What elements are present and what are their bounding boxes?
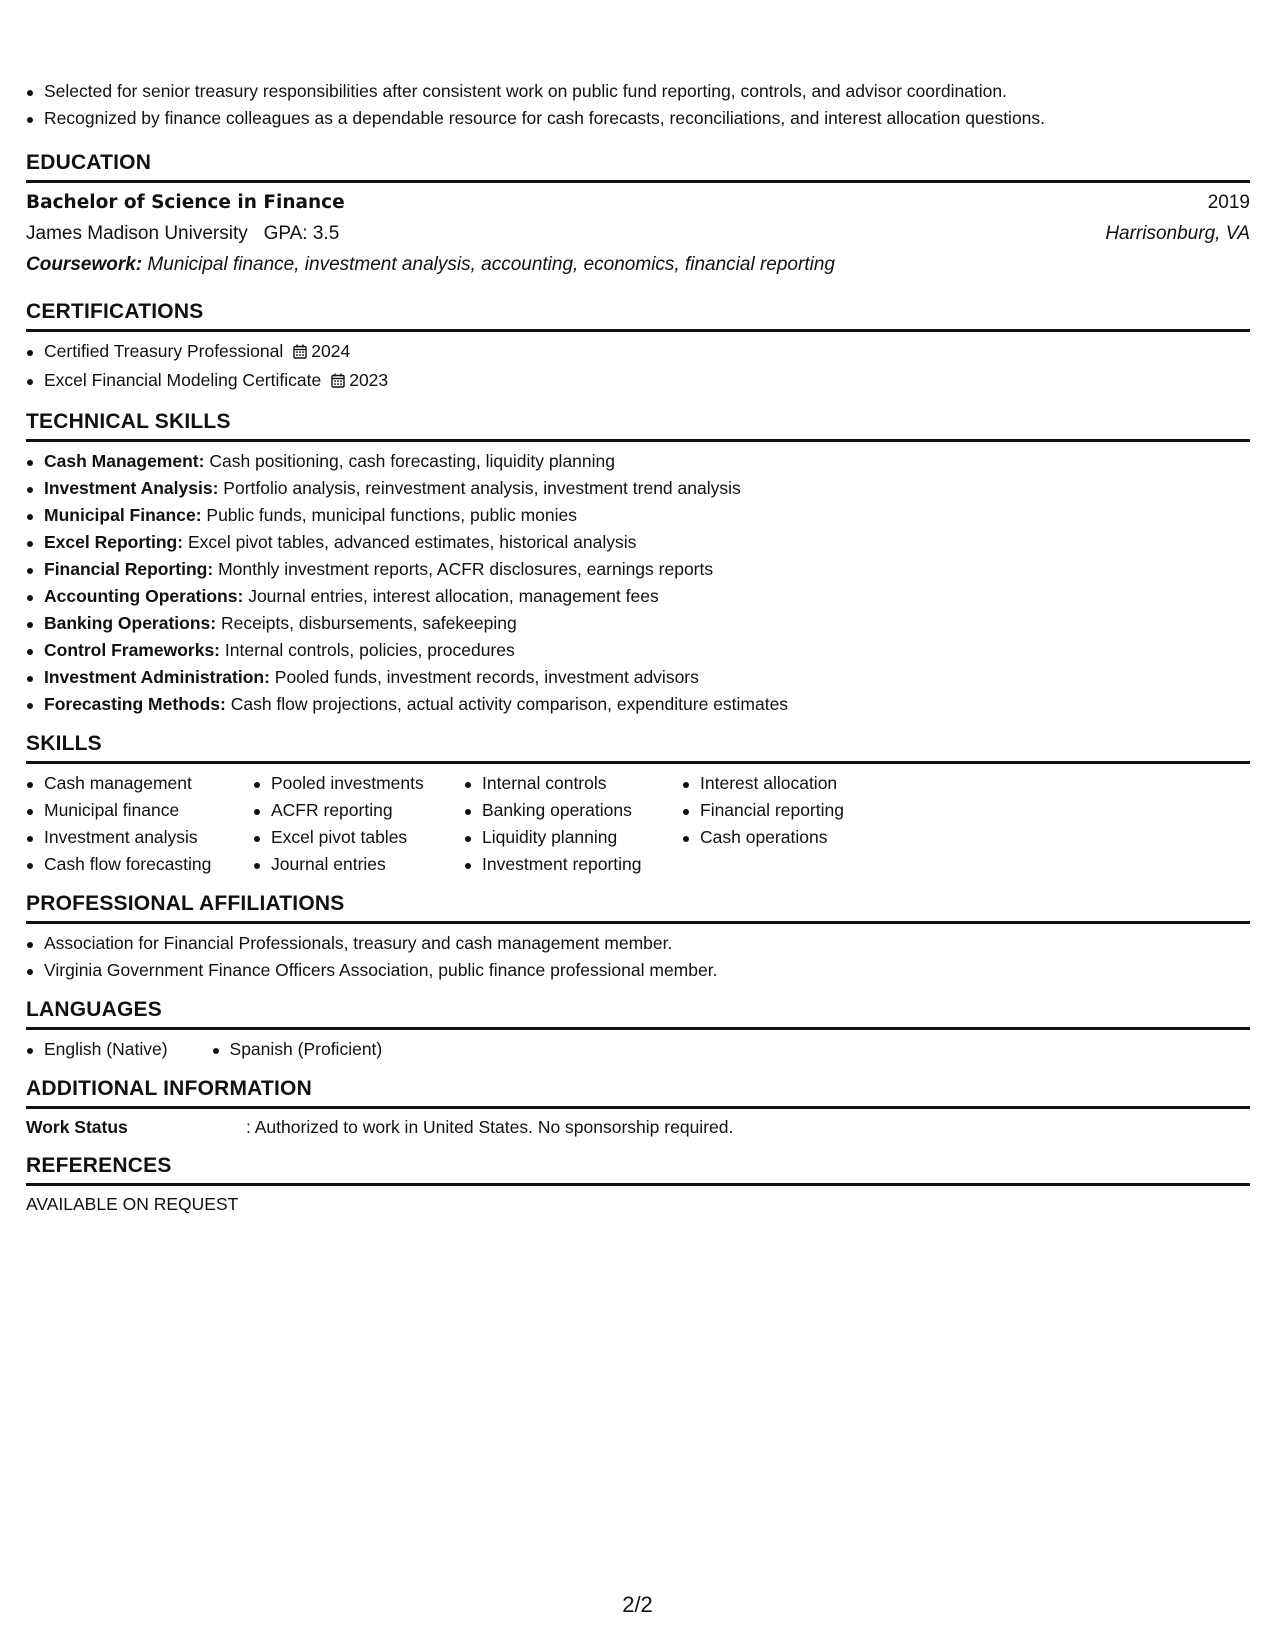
skill-detail: Public funds, municipal functions, public monies [206, 505, 578, 525]
list-item: Recognized by finance colleagues as a dependable resource for cash forecasts, reconciliations, and interest allocation questions. [26, 105, 1250, 132]
skill-category: Banking Operations: [44, 613, 217, 633]
technical-skills-list [26, 448, 1250, 718]
skill-category: Excel Reporting: [44, 532, 184, 552]
list-item: Association for Financial Professionals, treasury and cash management member. [26, 930, 1250, 957]
certification-year: 2023 [349, 370, 389, 390]
education-degree-row [26, 187, 1250, 218]
skill-category: Accounting Operations: [44, 586, 244, 606]
list-item: Selected for senior treasury responsibilities after consistent work on public fund reporting, controls, and advisor coordination. [26, 78, 1250, 105]
school-location: Harrisonburg, VA [1105, 223, 1250, 244]
list-item: Spanish (Proficient) [212, 1036, 383, 1063]
section-title-education: EDUCATION [26, 150, 1250, 183]
skills-columns [26, 770, 1250, 878]
list-item [26, 475, 1250, 502]
affiliations-list [26, 930, 1250, 984]
certifications-list [26, 338, 1250, 396]
references-text: AVAILABLE ON REQUEST [26, 1194, 239, 1214]
gpa: GPA: 3.5 [263, 223, 340, 244]
list-item: Pooled investments [253, 770, 464, 797]
section-title-technical-skills: TECHNICAL SKILLS [26, 409, 1250, 442]
list-item: Investment reporting [464, 851, 682, 878]
skill-detail: Cash flow projections, actual activity comparison, expenditure estimates [230, 694, 789, 714]
page-number: 2/2 [622, 1592, 653, 1617]
skill-detail: Internal controls, policies, procedures [224, 640, 515, 660]
skill-detail: Cash positioning, cash forecasting, liquidity planning [209, 451, 615, 471]
list-item [26, 610, 1250, 637]
skills-column [464, 770, 682, 878]
section-title-languages: LANGUAGES [26, 997, 1250, 1030]
skill-category: Municipal Finance: [44, 505, 202, 525]
section-title-certifications: CERTIFICATIONS [26, 299, 1250, 332]
list-item [26, 448, 1250, 475]
coursework-label: Coursework: [26, 254, 143, 275]
resume-page [26, 0, 1250, 1218]
list-item: Cash flow forecasting [26, 851, 253, 878]
section-title-additional-information: ADDITIONAL INFORMATION [26, 1076, 1250, 1109]
list-item: Virginia Government Finance Officers Association, public finance professional member. [26, 957, 1250, 984]
certification-name: Certified Treasury Professional [44, 341, 284, 361]
skill-category: Investment Administration: [44, 667, 270, 687]
education-school-row [26, 218, 1250, 249]
list-item: ACFR reporting [253, 797, 464, 824]
calendar-icon [293, 340, 307, 367]
list-item: Liquidity planning [464, 824, 682, 851]
list-item: Financial reporting [682, 797, 902, 824]
degree-name: Bachelor of Science in Finance [26, 192, 345, 213]
work-status-label: Work Status [26, 1117, 128, 1137]
skill-category: Control Frameworks: [44, 640, 220, 660]
list-item: Banking operations [464, 797, 682, 824]
list-item: Municipal finance [26, 797, 253, 824]
calendar-icon [331, 369, 345, 396]
skill-detail: Pooled funds, investment records, investment advisors [274, 667, 699, 687]
skills-column [253, 770, 464, 878]
skill-detail: Monthly investment reports, ACFR disclosures, earnings reports [218, 559, 714, 579]
school-name: James Madison University [26, 223, 248, 244]
coursework-text [26, 249, 835, 280]
coursework-row [26, 249, 1250, 280]
list-item [26, 338, 1250, 367]
skill-detail: Portfolio analysis, reinvestment analysis, investment trend analysis [223, 478, 741, 498]
list-item: English (Native) [26, 1036, 168, 1063]
list-item [26, 367, 1250, 396]
list-item: Cash operations [682, 824, 902, 851]
list-item: Journal entries [253, 851, 464, 878]
skill-detail: Journal entries, interest allocation, management fees [248, 586, 659, 606]
section-title-affiliations: PROFESSIONAL AFFILIATIONS [26, 891, 1250, 924]
list-item [26, 691, 1250, 718]
section-title-skills: SKILLS [26, 731, 1250, 764]
skill-category: Financial Reporting: [44, 559, 214, 579]
work-status-row [26, 1113, 1250, 1141]
certification-name: Excel Financial Modeling Certificate [44, 370, 322, 390]
list-item: Investment analysis [26, 824, 253, 851]
list-item [26, 664, 1250, 691]
certification-year: 2024 [311, 341, 351, 361]
school-info [26, 218, 339, 249]
skill-detail: Receipts, disbursements, safekeeping [220, 613, 517, 633]
coursework-list: Municipal finance, investment analysis, accounting, economics, financial reporting [147, 254, 835, 275]
languages-list [26, 1036, 1250, 1063]
list-item [26, 502, 1250, 529]
graduation-year: 2019 [1207, 192, 1250, 213]
skill-category: Investment Analysis: [44, 478, 219, 498]
list-item [26, 529, 1250, 556]
list-item [26, 556, 1250, 583]
list-item [26, 637, 1250, 664]
list-item: Interest allocation [682, 770, 902, 797]
section-title-references: REFERENCES [26, 1153, 1250, 1186]
work-status-value: : Authorized to work in United States. No sponsorship required. [246, 1117, 734, 1137]
experience-bullets [26, 78, 1250, 132]
list-item: Excel pivot tables [253, 824, 464, 851]
skill-category: Cash Management: [44, 451, 205, 471]
skill-category: Forecasting Methods: [44, 694, 226, 714]
list-item: Cash management [26, 770, 253, 797]
list-item [26, 583, 1250, 610]
skill-detail: Excel pivot tables, advanced estimates, historical analysis [187, 532, 637, 552]
skills-column [682, 770, 902, 878]
list-item: Internal controls [464, 770, 682, 797]
skills-column [26, 770, 253, 878]
